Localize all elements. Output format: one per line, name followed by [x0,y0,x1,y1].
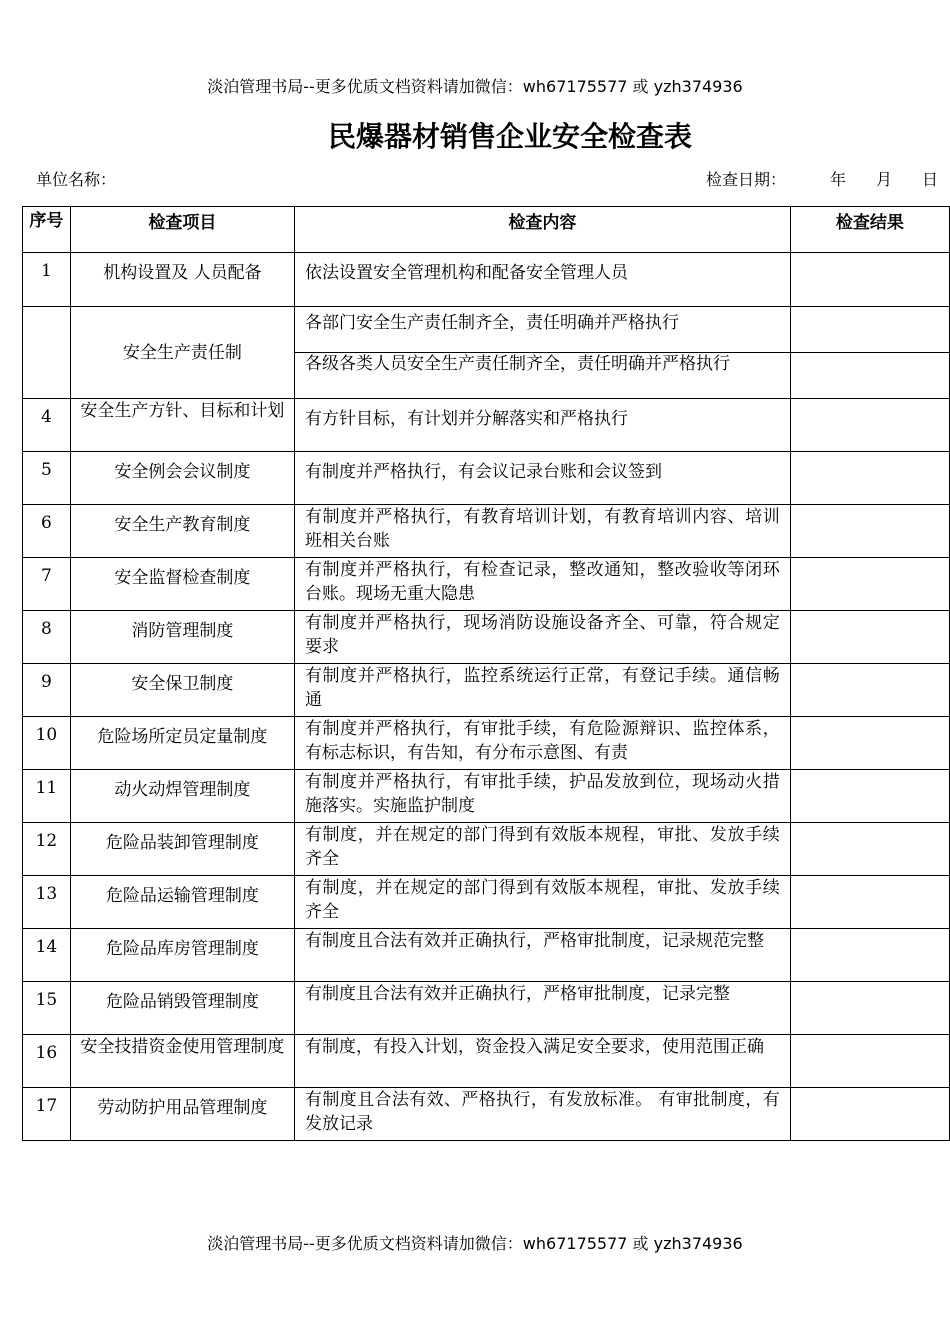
row-result[interactable] [790,770,949,823]
table-header-row [23,207,950,253]
row-content: 有制度并严格执行，有检查记录，整改通知，整改验收等闭环台账。现场无重大隐患 [294,558,790,611]
row-content: 有制度且合法有效并正确执行，严格审批制度，记录规范完整 [294,929,790,982]
inspection-table [22,206,950,1141]
row-result[interactable] [790,982,949,1035]
row-no: 6 [23,505,71,558]
table-row [23,717,950,770]
row-item: 危险品运输管理制度 [70,876,294,929]
row-content: 依法设置安全管理机构和配备安全管理人员 [294,253,790,307]
row-item: 安全生产方针、目标和计划 [70,399,294,452]
row-result[interactable] [790,399,949,452]
date-month: 月 [876,170,893,189]
date-day: 日 [922,170,939,189]
row-content: 有制度，有投入计划，资金投入满足安全要求，使用范围正确 [294,1035,790,1088]
table-row [23,770,950,823]
check-date-label: 检查日期： [706,170,787,189]
row-item: 安全技措资金使用管理制度 [70,1035,294,1088]
row-content: 有制度并严格执行，有会议记录台账和会议签到 [294,452,790,505]
row-no: 5 [23,452,71,505]
row-result[interactable] [790,353,949,399]
row-content: 各部门安全生产责任制齐全，责任明确并严格执行 [294,307,790,353]
row-item: 危险品库房管理制度 [70,929,294,982]
table-row [23,929,950,982]
row-item: 安全生产教育制度 [70,505,294,558]
row-item: 安全保卫制度 [70,664,294,717]
row-result[interactable] [790,876,949,929]
row-no: 15 [23,982,71,1035]
table-row [23,505,950,558]
table-row [23,399,950,452]
row-no: 13 [23,876,71,929]
row-content: 有制度并严格执行，监控系统运行正常，有登记手续。通信畅通 [294,664,790,717]
row-item: 危险场所定员定量制度 [70,717,294,770]
row-no: 12 [23,823,71,876]
unit-name-label: 单位名称： [36,170,117,189]
row-no: 14 [23,929,71,982]
row-no: 9 [23,664,71,717]
row-result[interactable] [790,558,949,611]
row-content-text: 有制度并严格执行，有审批手续，有危险源辩识、监控体系，有标志标识，有告知，有分布示意图、有责 [304,719,780,763]
row-result[interactable] [790,929,949,982]
date-year: 年 [830,170,847,189]
page-title: 民爆器材销售企业安全检查表 [327,120,692,153]
row-result[interactable] [790,307,949,353]
row-no: 17 [23,1088,71,1141]
header-note: 淡泊管理书局--更多优质文档资料请加微信：wh67175577 或 yzh374936 [207,77,743,96]
table-row [23,307,950,353]
row-no: 7 [23,558,71,611]
row-content [294,717,790,770]
row-content: 有制度且合法有效、严格执行，有发放标准。 有审批制度，有发放记录 [294,1088,790,1141]
row-no [23,307,71,399]
row-content: 有制度并严格执行，现场消防设施设备齐全、可靠，符合规定要求 [294,611,790,664]
row-content: 各级各类人员安全生产责任制齐全，责任明确并严格执行 [294,353,790,399]
row-item: 危险品销毁管理制度 [70,982,294,1035]
row-item: 安全监督检查制度 [70,558,294,611]
row-result[interactable] [790,823,949,876]
table-row [23,664,950,717]
row-result[interactable] [790,717,949,770]
row-result[interactable] [790,505,949,558]
row-content: 有制度且合法有效并正确执行，严格审批制度，记录完整 [294,982,790,1035]
row-result[interactable] [790,611,949,664]
table-row [23,1035,950,1088]
row-content: 有制度，并在规定的部门得到有效版本规程，审批、发放手续齐全 [294,876,790,929]
row-no: 8 [23,611,71,664]
row-result[interactable] [790,664,949,717]
row-item: 安全例会会议制度 [70,452,294,505]
row-item: 消防管理制度 [70,611,294,664]
row-item: 动火动焊管理制度 [70,770,294,823]
table-row [23,823,950,876]
table-row [23,982,950,1035]
table-row [23,1088,950,1141]
row-content: 有制度并严格执行，有审批手续，护品发放到位，现场动火措施落实。实施监护制度 [294,770,790,823]
row-item: 安全生产责任制 [70,307,294,399]
table-row [23,611,950,664]
footer-note: 淡泊管理书局--更多优质文档资料请加微信：wh67175577 或 yzh374936 [207,1234,743,1253]
row-item: 劳动防护用品管理制度 [70,1088,294,1141]
table-row [23,876,950,929]
row-result[interactable] [790,1088,949,1141]
header-result: 检查结果 [790,207,949,253]
row-content: 有制度并严格执行，有教育培训计划，有教育培训内容、培训班相关台账 [294,505,790,558]
row-no: 11 [23,770,71,823]
table-row [23,253,950,307]
row-content: 有方针目标，有计划并分解落实和严格执行 [294,399,790,452]
row-result[interactable] [790,1035,949,1088]
row-no: 1 [23,253,71,307]
row-item: 机构设置及 人员配备 [70,253,294,307]
row-content: 有制度，并在规定的部门得到有效版本规程，审批、发放手续齐全 [294,823,790,876]
check-date [706,167,938,190]
row-item: 危险品装卸管理制度 [70,823,294,876]
table-row [23,558,950,611]
row-no: 10 [23,717,71,770]
table-row [23,452,950,505]
row-result[interactable] [790,452,949,505]
header-no: 序号 [23,207,71,253]
header-item: 检查项目 [70,207,294,253]
row-no: 4 [23,399,71,452]
header-content: 检查内容 [294,207,790,253]
row-no: 16 [23,1035,71,1088]
row-result[interactable] [790,253,949,307]
